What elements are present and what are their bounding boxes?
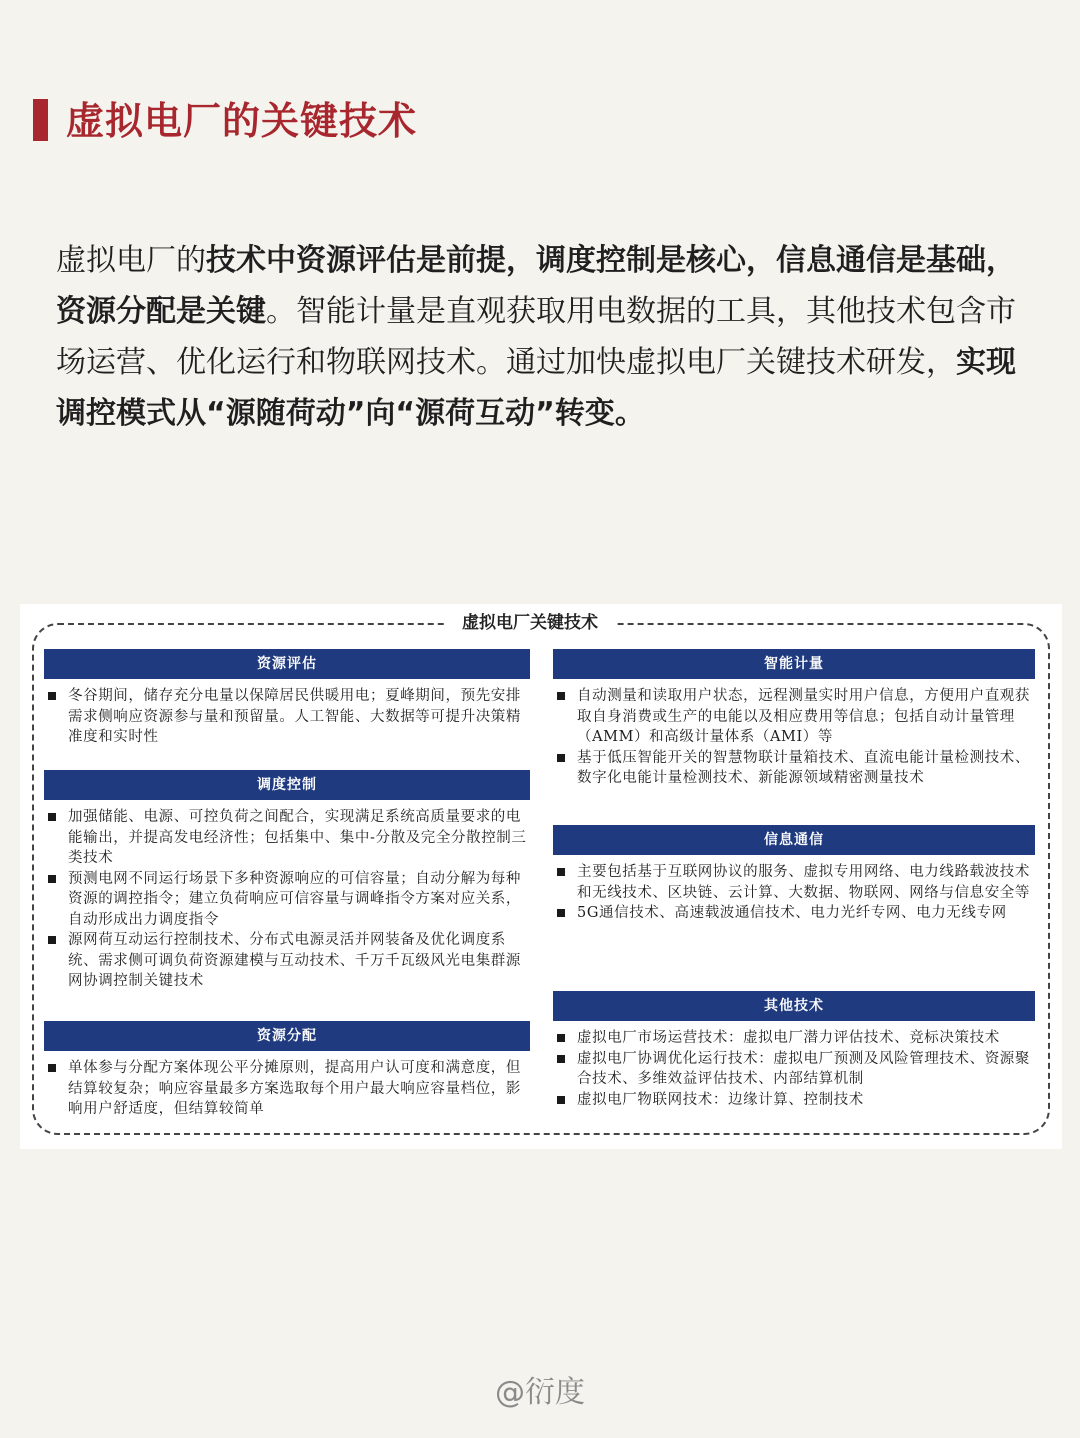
- diagram-title: 虚拟电厂关键技术: [444, 609, 616, 637]
- section-header: 信息通信: [553, 825, 1035, 855]
- intro-paragraph: [56, 235, 1031, 439]
- bullet-square-icon: [48, 692, 56, 700]
- intro-text-3: 。智能计量是直观获取用电数据的工具，其他技术包含市场运营、优化运行和物联网技术。通过加快虚拟电厂关键技术研发，: [56, 294, 1016, 380]
- list-item: 虚拟电厂市场运营技术：虚拟电厂潜力评估技术、竞标决策技术: [553, 1028, 1035, 1049]
- bullet-square-icon: [48, 875, 56, 883]
- list-item: 源网荷互动运行控制技术、分布式电源灵活并网装备及优化调度系统、需求侧可调负荷资源建模与互动技术、千万千瓦级风光电集群源网协调控制关键技术: [44, 930, 530, 992]
- list-item: 基于低压智能开关的智慧物联计量箱技术、直流电能计量检测技术、数字化电能计量检测技术、新能源领域精密测量技术: [553, 748, 1035, 789]
- page-title: 虚拟电厂的关键技术: [66, 99, 418, 143]
- list-item: 单体参与分配方案体现公平分摊原则，提高用户认可度和满意度，但结算较复杂；响应容量最多方案选取每个用户最大响应容量档位，影响用户舒适度，但结算较简单: [44, 1058, 530, 1120]
- list-item: 加强储能、电源、可控负荷之间配合，实现满足系统高质量要求的电能输出，并提高发电经济性；包括集中、集中-分散及完全分散控制三类技术: [44, 807, 530, 869]
- section-header: 其他技术: [553, 991, 1035, 1021]
- intro-text-2: 技术中资源评估是前提，调度控制是核心，信息通信是基础，资源分配是关键: [56, 243, 1016, 329]
- bullet-list: [553, 862, 1035, 924]
- list-item: 冬谷期间，储存充分电量以保障居民供暖用电；夏峰期间，预先安排需求侧响应资源参与量和预留量。人工智能、大数据等可提升决策精准度和实时性: [44, 686, 530, 748]
- section-smart-metering: [553, 649, 1035, 789]
- list-item: 预测电网不同运行场景下多种资源响应的可信容量；自动分解为每种资源的调控指令；建立负荷响应可信容量与调峰指令方案对应关系，自动形成出力调度指令: [44, 869, 530, 931]
- bullet-square-icon: [557, 1034, 565, 1042]
- bullet-square-icon: [48, 936, 56, 944]
- list-item: 自动测量和读取用户状态，远程测量实时用户信息，方便用户直观获取自身消费或生产的电能以及相应费用等信息；包括自动计量管理（AMM）和高级计量体系（AMI）等: [553, 686, 1035, 748]
- list-item: 虚拟电厂协调优化运行技术：虚拟电厂预测及风险管理技术、资源聚合技术、多维效益评估技术、内部结算机制: [553, 1049, 1035, 1090]
- bullet-square-icon: [557, 1096, 565, 1104]
- intro-text-1: 虚拟电厂的: [56, 243, 206, 278]
- title-accent-bar: [33, 99, 48, 141]
- list-item: 主要包括基于互联网协议的服务、虚拟专用网络、电力线路载波技术和无线技术、区块链、云计算、大数据、物联网、网络与信息安全等: [553, 862, 1035, 903]
- bullet-square-icon: [48, 813, 56, 821]
- bullet-list: [553, 1028, 1035, 1110]
- author-watermark: @衍度: [495, 1375, 585, 1410]
- section-dispatch-control: [44, 770, 530, 992]
- section-header: 智能计量: [553, 649, 1035, 679]
- bullet-square-icon: [557, 868, 565, 876]
- section-other-tech: [553, 991, 1035, 1110]
- bullet-square-icon: [48, 1064, 56, 1072]
- key-tech-diagram: [20, 604, 1062, 1149]
- bullet-square-icon: [557, 1055, 565, 1063]
- bullet-list: [44, 807, 530, 992]
- section-resource-assessment: [44, 649, 530, 748]
- bullet-list: [44, 686, 530, 748]
- section-header: 调度控制: [44, 770, 530, 800]
- bullet-list: [553, 686, 1035, 789]
- list-item: 5G通信技术、高速载波通信技术、电力光纤专网、电力无线专网: [553, 903, 1035, 924]
- section-header: 资源评估: [44, 649, 530, 679]
- list-item: 虚拟电厂物联网技术：边缘计算、控制技术: [553, 1090, 1035, 1111]
- bullet-square-icon: [557, 692, 565, 700]
- bullet-square-icon: [557, 754, 565, 762]
- section-info-communication: [553, 825, 1035, 924]
- section-header: 资源分配: [44, 1021, 530, 1051]
- bullet-square-icon: [557, 909, 565, 917]
- intro-text-4: 实现调控模式从“源随荷动”向“源荷互动”转变。: [56, 345, 1016, 431]
- bullet-list: [44, 1058, 530, 1120]
- section-resource-allocation: [44, 1021, 530, 1120]
